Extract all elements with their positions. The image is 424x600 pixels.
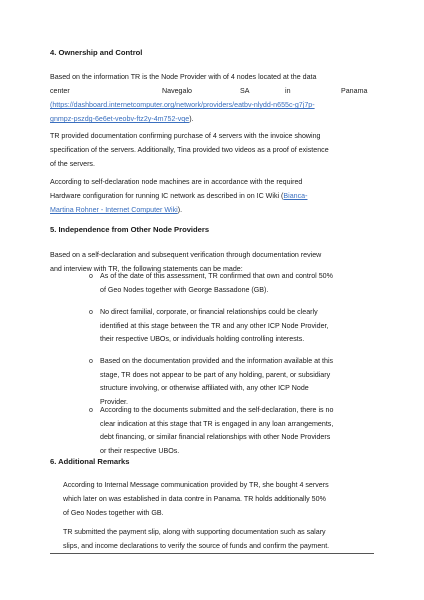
provider-dashboard-link-cont[interactable]: gnmpz-pszdg-6e6et-veobv-ftz2y-4m752-vqe xyxy=(50,115,190,123)
footer-divider xyxy=(50,553,374,554)
s4-p1-word-panama: Panama xyxy=(341,87,368,95)
s4-p1-word-sa: SA xyxy=(240,87,250,95)
s4-p1-word-navegalo: Navegalo xyxy=(162,87,192,95)
s4-provider-link-line1 xyxy=(50,98,315,112)
s6-p2-line2: slips, and income declarations to verify the source of funds and confirm the payment. xyxy=(63,542,330,550)
s4-p1-word-in: in xyxy=(285,87,291,95)
bullet-text-line: According to the documents submitted and the self-declaration, there is no xyxy=(100,406,334,414)
bullet-text-line: structure involving, or otherwise affiliated with, any other ICP Node xyxy=(100,384,309,393)
s4-provider-link-line2 xyxy=(50,112,194,126)
bullet-text-line: Based on the documentation provided and the information available at this xyxy=(100,357,334,365)
bullet-text-line: stage, TR does not appear to be part of any holding, parent, or subsidiary xyxy=(100,370,331,379)
s4-p3-line3: Martina Rohner - Internet Computer Wiki). xyxy=(50,206,183,214)
bullet-text-line: debt financing, or similar financial relationships with other Node Providers xyxy=(100,433,331,442)
s4-p3-line2: Hardware configuration for running IC network as described in on IC Wiki (Bianca- xyxy=(50,192,308,200)
s5-intro-line2: and interview with TR, the following statements can be made: xyxy=(50,265,243,273)
s6-p1-line3: of Geo Nodes together with GB. xyxy=(63,509,164,517)
bullet-text-line: As of the date of this assessment, TR confirmed that own and control 50% xyxy=(100,272,333,280)
bullet-text-line: their respective UBOs, or individuals holding controlling interests. xyxy=(100,335,305,344)
bullet-marker: o xyxy=(89,358,93,365)
bullet-marker: o xyxy=(89,407,93,414)
bullet-text-line: No direct familial, corporate, or financial relationships could be clearly xyxy=(100,308,318,316)
s6-p2-line1: TR submitted the payment slip, along with supporting documentation such as salary xyxy=(63,528,326,536)
s6-p1-line1: According to Internal Message communication provided by TR, she bought 4 servers xyxy=(63,481,329,489)
provider-dashboard-link[interactable]: (https://dashboard.internetcomputer.org/network/providers/eatbv-nlydd-n655c-g7j7p- xyxy=(50,101,315,109)
s6-p1-line2: which later on was established in data contre in Panama. TR holds additionally 50% xyxy=(63,495,326,503)
section-4-heading: 4. Ownership and Control xyxy=(50,48,143,57)
bullet-marker: o xyxy=(89,273,93,280)
s4-p2-line1: TR provided documentation confirming purchase of 4 servers with the invoice showing xyxy=(50,132,321,140)
s4-p3-line1: According to self-declaration node machines are in accordance with the required xyxy=(50,178,303,186)
bullet-text-line: identified at this stage between the TR and any other ICP Node Provider, xyxy=(100,321,329,330)
wiki-link-cont[interactable]: Martina Rohner - Internet Computer Wiki xyxy=(50,206,178,214)
s5-intro-line1: Based on a self-declaration and subsequent verification through documentation review xyxy=(50,251,322,259)
s4-p1-line1: Based on the information TR is the Node Provider with of 4 nodes located at the data xyxy=(50,73,317,81)
s4-p1-word-center: center xyxy=(50,87,70,95)
section-5-heading: 5. Independence from Other Node Providers xyxy=(50,225,210,234)
bullet-text-line: of Geo Nodes together with George Bassadone (GB). xyxy=(100,285,269,294)
bullet-marker: o xyxy=(89,309,93,316)
s4-p1-tail: ). xyxy=(189,115,194,123)
s4-p2-line2: specification of the servers. Additionally, Tina provided two videos as a proof of existence xyxy=(50,146,329,154)
section-6-heading: 6. Additional Remarks xyxy=(50,457,130,466)
s4-p2-line3: of the servers. xyxy=(50,160,95,168)
wiki-link[interactable]: Bianca- xyxy=(283,192,308,200)
bullet-text-line: or their respective UBOs. xyxy=(100,447,180,456)
bullet-text-line: clear indication at this stage that TR is engaged in any loan arrangements, xyxy=(100,419,334,428)
bullet-text-line: Provider. xyxy=(100,398,128,407)
